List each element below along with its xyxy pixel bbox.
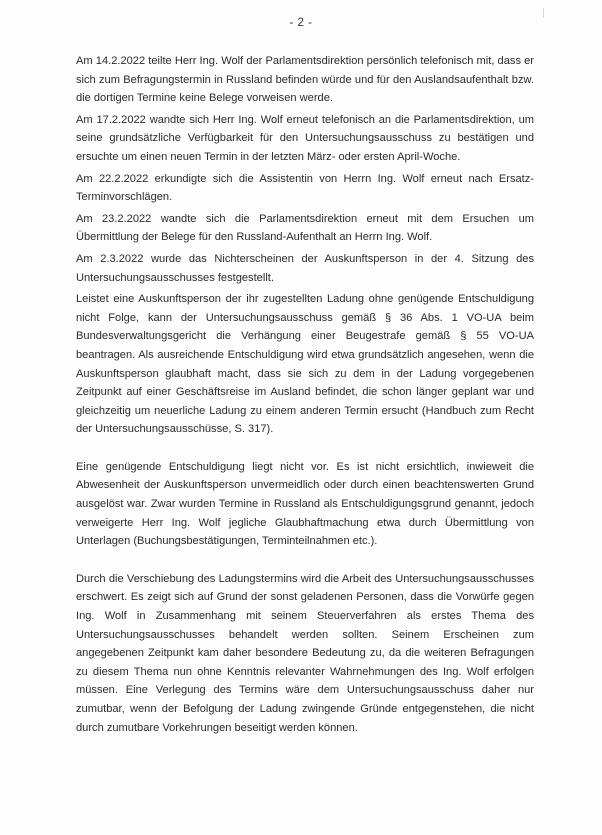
paragraph-5: Am 2.3.2022 wurde das Nichterscheinen der Auskunftsperson in der 4. Sitzung des Untersuchungsausschusses festgestellt.: [76, 252, 534, 284]
paragraph-1: Am 14.2.2022 teilte Herr Ing. Wolf der Parlamentsdirektion persönlich telefonisch mit, dass er sich zum Befragungstermin in Russland befinden würde und für den Auslandsaufenthalt bzw. die dortigen Termine keine Belege vorweisen werde.: [76, 55, 534, 105]
paragraph-4: Am 23.2.2022 wandte sich die Parlamentsdirektion erneut mit dem Ersuchen um Übermittlung der Belege für den Russland-Aufenthalt an Herrn Ing. Wolf.: [76, 212, 534, 244]
page-number: - 2 -: [289, 17, 313, 29]
document-body: [76, 52, 534, 737]
paragraph-7: Eine genügende Entschuldigung liegt nicht vor. Es ist nicht ersichtlich, inwieweit die Abwesenheit der Auskunftsperson unvermeidlich oder durch einen beachtenswerten Grund ausgelöst war. Zwar wurden Termine in Russland als Entschuldigungsgrund genannt, jedoch verweigerte Herr Ing. Wolf jegliche Glaubhaftmachung etwa durch Übermittlung von Unterlagen (Buchungsbestätigungen, Terminteilnahmen etc.).: [76, 460, 534, 548]
paragraph-3: Am 22.2.2022 erkundigte sich die Assistentin von Herrn Ing. Wolf erneut nach Ersatz-Terminvorschlägen.: [76, 172, 534, 204]
paragraph-8: Durch die Verschiebung des Ladungstermins wird die Arbeit des Untersuchungsausschusses erschwert. Es zeigt sich auf Grund der sonst geladenen Personen, dass die Vorwürfe gegen Ing. Wolf in Zusammenhang mit seinem Steuerverfahren als erstes Thema des Untersuchungsausschusses behandelt werden sollten. Seinem Erscheinen zum angegebenen Zeitpunkt kam daher besondere Bedeutung zu, da die weiteren Befragungen zu diesem Thema nun ohne Kenntnis relevanter Wahrnehmungen des Ing. Wolf erfolgen müssen. Eine Verlegung des Termins wäre dem Untersuchungsausschuss daher nur zumutbar, wenn der Befolgung der Ladung zwingende Gründe entgegenstehen, die nicht durch zumutbare Vorkehrungen beseitigt werden können.: [76, 572, 534, 734]
paragraph-2: Am 17.2.2022 wandte sich Herr Ing. Wolf erneut telefonisch an die Parlamentsdirektion, um seine grundsätzliche Verfügbarkeit für den Untersuchungsausschuss zu bestätigen und ersuchte um einen neuen Termin in der letzten März- oder ersten April-Woche.: [76, 113, 534, 163]
paragraph-6: Leistet eine Auskunftsperson der ihr zugestellten Ladung ohne genügende Entschuldigung nicht Folge, kann der Untersuchungsausschuss gemäß § 36 Abs. 1 VO-UA beim Bundesverwaltungsgericht die Verhängung einer Beugestrafe gemäß § 55 VO-UA beantragen. Als ausreichende Entschuldigung wird etwa grundsätzlich angesehen, wenn die Auskunftsperson glaubhaft macht, dass sie sich zu dem in der Ladung vorgegebenen Zeitpunkt auf einer Geschäftsreise im Ausland befindet, die schon länger geplant war und gleichzeitig um neuerliche Ladung zu einem anderen Termin ersucht (Handbuch zum Recht der Untersuchungsausschüsse, S. 317).: [76, 293, 534, 436]
